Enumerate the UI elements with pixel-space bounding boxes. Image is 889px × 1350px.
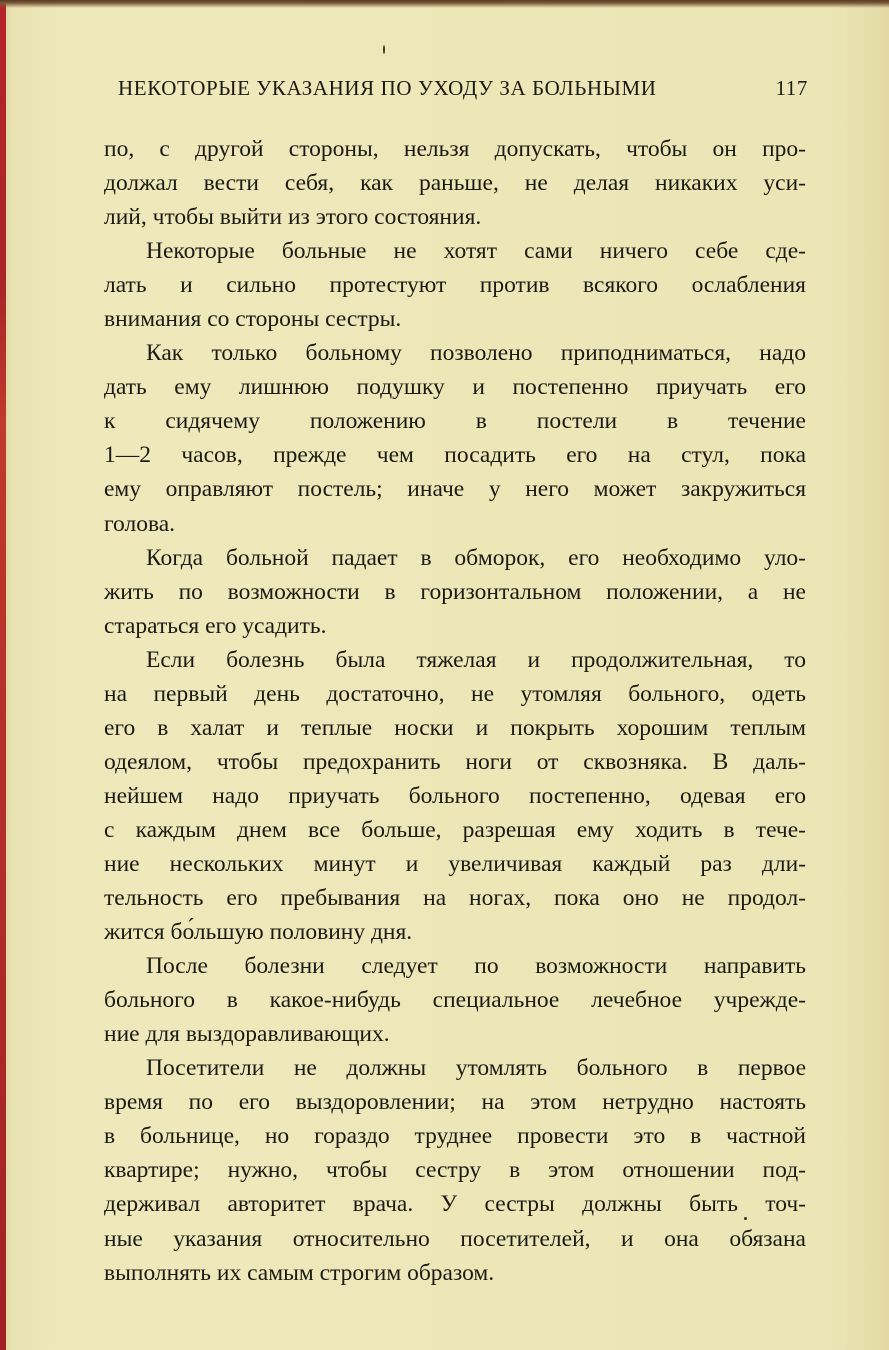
text-line: лий, чтобы выйти из этого состояния. — [104, 204, 482, 231]
text-line: к сидячему положению в постели в течение — [104, 408, 806, 435]
text-line: тельность его пребывания на ногах, пока оно не продол- — [104, 885, 806, 912]
text-line: жить по возможности в горизонтальном положении, а не — [104, 578, 806, 605]
text-line: больного в какое-нибудь специальное лечебное учрежде- — [104, 987, 806, 1014]
running-header — [118, 76, 808, 106]
text-line: держивал авторитет врача. У сестры должны быть точ- — [104, 1191, 806, 1218]
text-line: по, с другой стороны, нельзя допускать, чтобы он про- — [104, 136, 806, 162]
page-top-edge — [0, 0, 889, 8]
text-line: должал вести себя, как раньше, не делая никаких уси- — [104, 170, 806, 197]
text-line: в больнице, но гораздо труднее провести это в частной — [104, 1123, 806, 1150]
text-line: внимания со стороны сестры. — [104, 306, 402, 333]
text-line: одеялом, чтобы предохранить ноги от сквозняка. В даль- — [104, 748, 806, 775]
text-line: голова. — [104, 510, 176, 537]
text-line: с каждым днем все больше, разрешая ему ходить в тече- — [104, 816, 806, 843]
page-number: 117 — [775, 76, 808, 100]
text-line: Как только больному позволено приподниматься, надо — [146, 340, 806, 367]
text-line: стараться его усадить. — [104, 612, 327, 639]
text-line: 1—2 часов, прежде чем посадить его на стул, пока — [104, 442, 806, 469]
text-line: жится бо́льшую половину дня. — [104, 919, 413, 946]
text-line: дать ему лишнюю подушку и постепенно приучать его — [104, 374, 806, 401]
text-line: После болезни следует по возможности направить — [146, 953, 806, 980]
text-line: ему оправляют постель; иначе у него может закружиться — [104, 476, 806, 503]
ink-speck — [744, 1217, 747, 1220]
text-line: ние нескольких минут и увеличивая каждый раз дли- — [104, 850, 806, 877]
text-line: Если болезнь была тяжелая и продолжительная, то — [146, 646, 806, 673]
running-title: НЕКОТОРЫЕ УКАЗАНИЯ ПО УХОДУ ЗА БОЛЬНЫМИ — [118, 76, 657, 100]
text-line: лать и сильно протестуют против всякого ослабления — [104, 272, 806, 299]
text-line: его в халат и теплые носки и покрыть хорошим теплым — [104, 714, 806, 741]
body-text — [104, 132, 806, 1290]
text-line: время по его выздоровлении; на этом нетрудно настоять — [104, 1089, 806, 1116]
text-line: квартире; нужно, чтобы сестру в этом отношении под- — [104, 1157, 806, 1184]
text-line: на первый день достаточно, не утомляя больного, одеть — [104, 680, 806, 707]
text-line: Посетители не должны утомлять больного в первое — [146, 1055, 806, 1082]
ink-speck — [383, 45, 385, 54]
text-line: ные указания относительно посетителей, и она обязана — [104, 1225, 806, 1252]
text-line: ние для выздоравливающих. — [104, 1021, 390, 1048]
text-line: Некоторые больные не хотят сами ничего себе сде- — [146, 238, 806, 265]
text-line: нейшем надо приучать больного постепенно, одевая его — [104, 782, 806, 809]
page-left-edge — [0, 0, 6, 1350]
text-line: Когда больной падает в обморок, его необходимо уло- — [146, 544, 806, 571]
text-line: выполнять их самым строгим образом. — [104, 1259, 495, 1286]
